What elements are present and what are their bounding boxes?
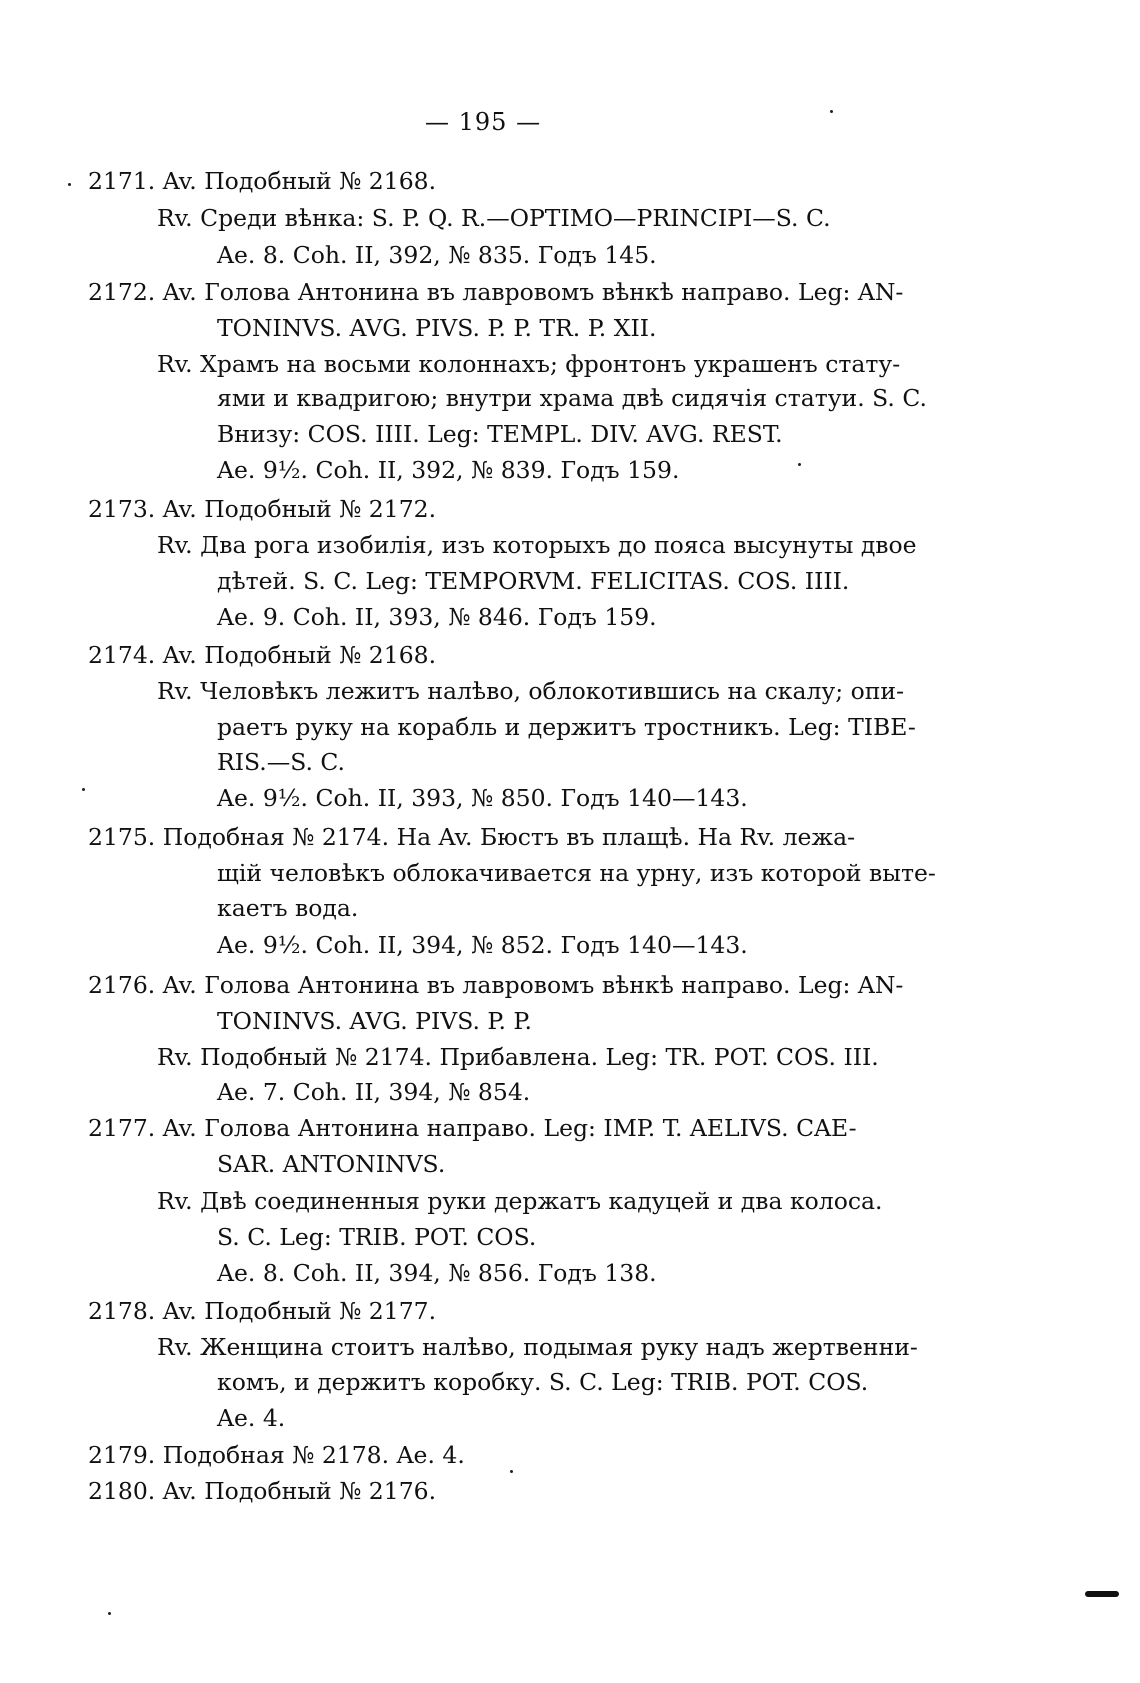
text-line: 2171. Av. Подобный № 2168. (88, 167, 437, 195)
text-line: Ae. 4. (217, 1404, 286, 1432)
text-line: каетъ вода. (217, 894, 359, 922)
text-line: ями и квадригою; внутри храма двѣ сидячія статуи. S. C. (217, 384, 927, 412)
text-line: Ae. 9½. Coh. II, 394, № 852. Годъ 140—143. (217, 931, 748, 959)
text-line: Rv. Храмъ на восьми колоннахъ; фронтонъ украшенъ стату- (157, 350, 901, 378)
ink-speck (68, 183, 71, 186)
text-line: Rv. Человѣкъ лежитъ налѣво, облокотившись на скалу; опи- (157, 677, 905, 705)
text-line: 2180. Av. Подобный № 2176. (88, 1477, 437, 1505)
text-line: Ae. 8. Coh. II, 394, № 856. Годъ 138. (217, 1259, 657, 1287)
text-line: Ae. 9½. Coh. II, 393, № 850. Годъ 140—143. (217, 784, 748, 812)
ink-speck (510, 1470, 513, 1473)
text-line: раетъ руку на корабль и держитъ тростникъ. Leg: TIBE- (217, 713, 916, 741)
ink-speck (108, 1612, 111, 1615)
text-line: Rv. Подобный № 2174. Прибавлена. Leg: TR. POT. COS. III. (157, 1043, 879, 1071)
text-line: 2174. Av. Подобный № 2168. (88, 641, 437, 669)
text-line: комъ, и держитъ коробку. S. C. Leg: TRIB. POT. COS. (217, 1368, 869, 1396)
text-line: дѣтей. S. C. Leg: TEMPORVM. FELICITAS. COS. IIII. (217, 567, 850, 595)
ink-speck (798, 463, 801, 466)
text-line: Rv. Среди вѣнка: S. P. Q. R.—OPTIMO—PRINCIPI—S. C. (157, 204, 831, 232)
text-line: RIS.—S. C. (217, 748, 346, 776)
text-line: 2175. Подобная № 2174. На Av. Бюстъ въ плащѣ. На Rv. лежа- (88, 823, 856, 851)
margin-dash-mark (1085, 1591, 1119, 1597)
text-line: TONINVS. AVG. PIVS. P. P. (217, 1007, 532, 1035)
document-page: — 195 — 2171. Av. Подобный № 2168. Rv. Среди вѣнка: S. P. Q. R.—OPTIMO—PRINCIPI—S. C. Ae. 8. Coh. II, 392, № 835. Годъ 145. 2172. Av. Голова Антонина въ лавровомъ вѣнкѣ направо. Leg: AN- TONINVS. AVG. PIVS. P. P. TR. P. XII. Rv. Храмъ на восьми колоннахъ; фронтонъ украшенъ стату- ями и квадригою; внутри храма двѣ сидячія статуи. S. C. Внизу: COS. IIII. Leg: TEMPL. DIV. AVG. REST. Ae. 9½. Coh. II, 392, № 839. Годъ 159. 2173. Av. Подобный № 2172. Rv. Два рога изобилія, изъ которыхъ до пояса высунуты двое дѣтей. S. C. Leg: TEMPORVM. FELICITAS. COS. IIII. Ae. 9. Coh. II, 393, № 846. Годъ 159. 2174. Av. Подобный № 2168. Rv. Человѣкъ лежитъ налѣво, облокотившись на скалу; опи- раетъ руку на корабль и держитъ тростникъ. Leg: TIBE- RIS.—S. C. Ae. 9½. Coh. II, 393, № 850. Годъ 140—143. 2175. Подобная № 2174. На Av. Бюстъ въ плащѣ. На Rv. лежа- щій человѣкъ облокачивается на урну, изъ которой выте- каетъ вода. Ae. 9½. Coh. II, 394, № 852. Годъ 140—143. 2176. Av. Голова Антонина въ лавровомъ вѣнкѣ направо. Leg: AN- TONINVS. AVG. PIVS. P. P. Rv. Подобный № 2174. Прибавлена. Leg: TR. POT. COS. III. Ae. 7. Coh. II, 394, № 854. 2177. Av. Голова Антонина направо. Leg: IMP. T. AELIVS. CAE- SAR. ANTONINVS. Rv. Двѣ соединенныя руки держатъ кадуцей и два колоса. S. C. Leg: TRIB. POT. COS. Ae. 8. Coh. II, 394, № 856. Годъ 138. 2178. Av. Подобный № 2177. Rv. Женщина стоитъ налѣво, подымая руку надъ жертвенни- комъ, и держитъ коробку. S. C. Leg: TRIB. POT. COS. Ae. 4. 2179. Подобная № 2178. Ae. 4. 2180. Av. Подобный № 2176. (0, 0, 1140, 1683)
ink-speck (830, 110, 833, 113)
text-line: TONINVS. AVG. PIVS. P. P. TR. P. XII. (217, 314, 657, 342)
ink-speck (82, 788, 85, 791)
text-line: 2176. Av. Голова Антонина въ лавровомъ вѣнкѣ направо. Leg: AN- (88, 971, 904, 999)
text-line: Ae. 9½. Coh. II, 392, № 839. Годъ 159. (217, 456, 680, 484)
text-line: Rv. Два рога изобилія, изъ которыхъ до пояса высунуты двое (157, 531, 917, 559)
text-line: 2173. Av. Подобный № 2172. (88, 495, 437, 523)
text-line: Rv. Двѣ соединенныя руки держатъ кадуцей и два колоса. (157, 1187, 883, 1215)
text-line: SAR. ANTONINVS. (217, 1150, 446, 1178)
text-line: S. C. Leg: TRIB. POT. COS. (217, 1223, 537, 1251)
text-line: 2179. Подобная № 2178. Ae. 4. (88, 1441, 465, 1469)
text-line: Ae. 9. Coh. II, 393, № 846. Годъ 159. (217, 603, 657, 631)
text-line: Ae. 7. Coh. II, 394, № 854. (217, 1078, 531, 1106)
text-line: щій человѣкъ облокачивается на урну, изъ которой выте- (217, 859, 936, 887)
text-line: 2178. Av. Подобный № 2177. (88, 1297, 437, 1325)
text-line: Ae. 8. Coh. II, 392, № 835. Годъ 145. (217, 241, 657, 269)
text-line: Внизу: COS. IIII. Leg: TEMPL. DIV. AVG. REST. (217, 420, 783, 448)
text-line: Rv. Женщина стоитъ налѣво, подымая руку надъ жертвенни- (157, 1333, 918, 1361)
text-line: 2172. Av. Голова Антонина въ лавровомъ вѣнкѣ направо. Leg: AN- (88, 278, 904, 306)
text-line: 2177. Av. Голова Антонина направо. Leg: IMP. T. AELIVS. CAE- (88, 1114, 857, 1142)
